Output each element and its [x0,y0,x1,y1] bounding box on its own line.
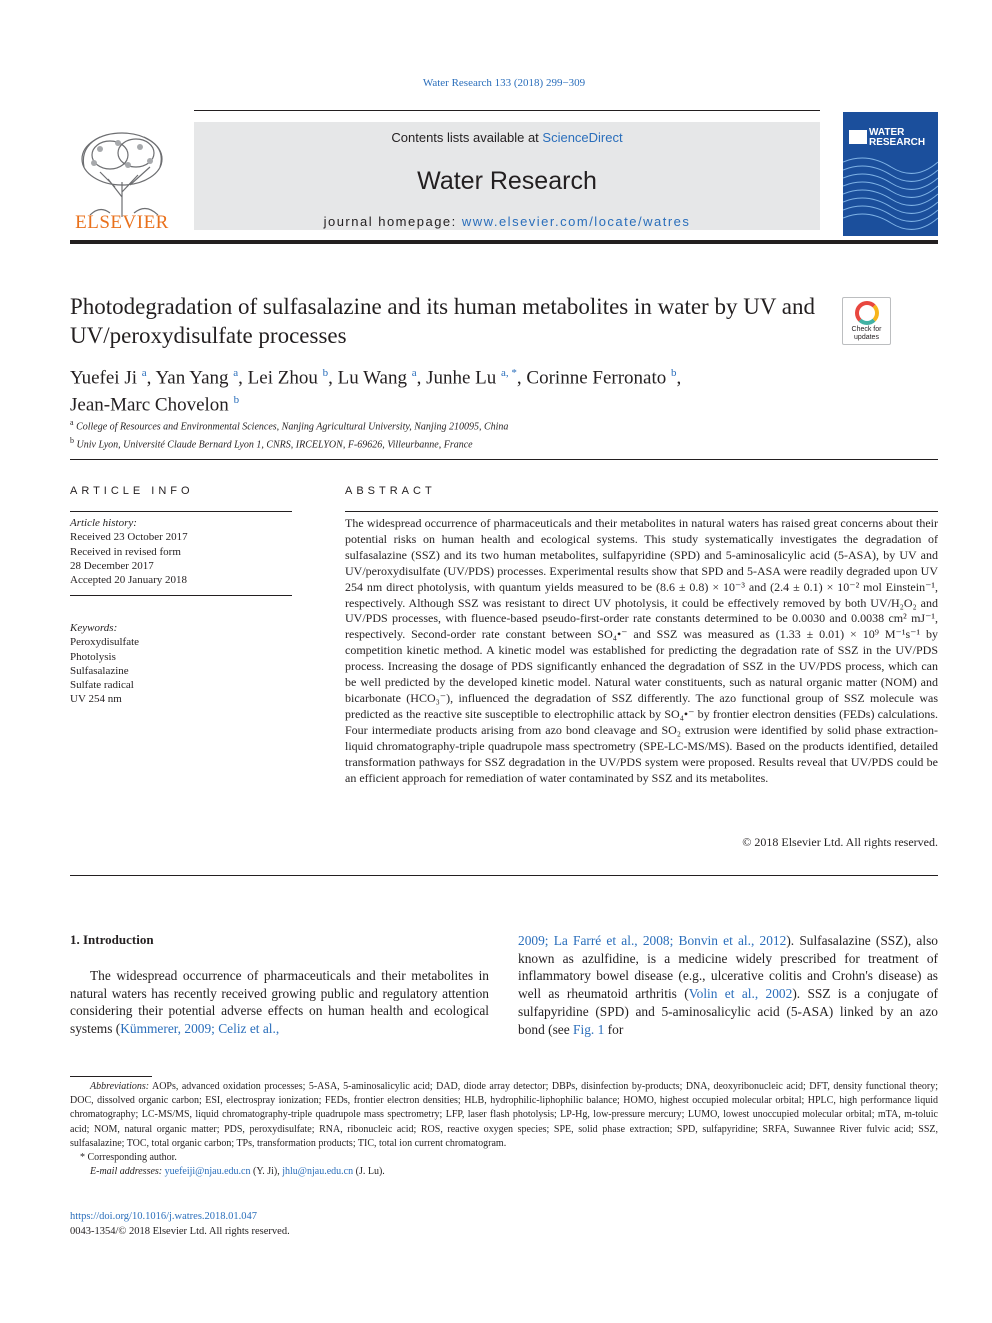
crossmark-line1: Check for [851,326,882,333]
cover-title-line2: RESEARCH [869,137,926,148]
abbreviations-label: Abbreviations: [90,1081,150,1092]
email-owner: (Y. Ji), [250,1166,283,1178]
keyword: Photolysis [70,650,116,663]
reference-link[interactable]: Volin et al., 2002 [688,986,793,1002]
author-affil-link[interactable]: b [671,367,677,379]
abbreviations-text: AOPs, advanced oxidation processes; 5-ASA, 5-aminosalicylic acid; DAD, diode array detector; DBPs, disinfection by-products; DNA, deoxyribonucleic acid; DFT, density functional theory; DOC, dissolved organic carbon; ESI, electrospray ionization; FEDs, frontier electron densities; HLB, hydrophilic-liphophilic balance; HOMO, highest occupied molecular orbital; HPLC, high performance liquid chromatography; LC-MS/MS, liquid chromatography-triple quadrupole mass spectrometry; LFP, laser flash photolysis; LP-Hg, low-pressure mercury; LUMO, lowest unoccupied molecular orbital; mTA, m-toluic acid; NOM, natural organic matter; PDS, peroxydisulfate; RNA, ribonucleic acid; ROS, reactive oxygen species; SPE, solid phase extraction; SPD, sulfapyridine; SRFA, Suwannee River fulvic acid; SSZ, sulfasalazine; TOC, total organic carbon; TPs, transformation products; TIC, total ion current chromatogram. [70,1081,938,1149]
intro-text: The widespread occurrence of pharmaceuticals and their metabolites in natural waters has recently received growing public and regulatory attention considering their potential adverse effects on human health and ecological systems ( [70,968,489,1037]
header-rule [70,240,938,244]
article-info-heading: ARTICLE INFO [70,485,194,497]
figure-link[interactable]: Fig. 1 [573,1021,605,1037]
footnote-rule [70,1076,152,1077]
journal-header-box [194,122,820,230]
crossmark-line2: updates [854,334,879,341]
affiliation [70,434,930,452]
email-label: E-mail addresses: [90,1166,163,1178]
reference-link[interactable]: Kümmerer, 2009; Celiz et al., [120,1021,280,1037]
affiliation-marker: a [70,418,74,427]
email-owner: (J. Lu). [353,1166,385,1178]
keyword: Sulfate radical [70,679,134,692]
affiliation-marker: b [70,436,74,446]
email-link[interactable]: yuefeiji@njau.edu.cn [164,1166,251,1178]
keyword: Peroxydisulfate [70,636,140,649]
crossmark-label [843,326,890,342]
journal-cover-image[interactable] [843,112,938,236]
intro-text: ). Sulfasalazine (SSZ), also known as azulfidine, is a medicine widely prescribed for treatment of inflammatory bowel disease (e.g., ulcerative colitis and Crohn's disease) as well as rheumatoid arthritis ( [518,933,938,1002]
article-title: Photodegradation of sulfasalazine and its human metabolites in water by UV and UV/peroxydisulfate processes [70,294,815,348]
intro-text: for [604,1021,624,1037]
author-affil-link[interactable]: b [322,367,329,379]
journal-homepage-line [194,214,820,229]
author-affil-link[interactable]: a [141,367,147,379]
intro-paragraph-right [518,932,938,1038]
contents-available-line [194,130,820,145]
abstract-heading: ABSTRACT [345,485,436,497]
divider [345,511,938,512]
affiliation [70,416,930,434]
journal-name: Water Research [417,167,597,195]
homepage-prefix: journal homepage: [323,214,462,229]
keywords-label: Keywords: [70,622,118,634]
author-affil-link[interactable]: a [233,367,239,379]
keyword: Sulfasalazine [70,664,129,677]
cover-title [869,128,925,148]
article-history [70,516,292,587]
author[interactable]: Jean-Marc Chovelon [70,394,229,416]
author-list: Yuefei Ji $^a$, Yan Yang $^a$, Lei Zhou $^b$, Lu Wang $^a$, Junhe Lu $^{a, *}$, Corinne Ferronato $^b$, Jean-Marc Chovelon $^b$ [70,367,682,416]
author-affil-link[interactable]: a [411,367,417,379]
keyword: UV 254 nm [70,693,122,706]
email-footnote [70,1165,938,1179]
abbreviations-footnote [70,1080,938,1151]
homepage-link[interactable]: www.elsevier.com/locate/watres [461,214,691,229]
email-link[interactable]: jhlu@njau.edu.cn [282,1166,354,1178]
contents-prefix: Contents lists available at [391,130,543,145]
divider [70,875,938,876]
author-affil-link[interactable]: a, * [501,367,517,379]
cover-title-line1: WATER [869,127,905,138]
author[interactable]: Lei Zhou [247,367,318,389]
journal-citation[interactable]: Water Research 133 (2018) 299−309 [422,77,586,89]
footnotes [70,1080,938,1179]
intro-paragraph-left [70,967,489,1038]
abstract-text: The widespread occurrence of pharmaceuticals and their metabolites in natural waters has raised great concerns about their potential risks on human health and ecological systems. This study systematically investigates the degradation of sulfasalazine (SSZ) and its two human metabolites, sulfapyridine (SPD) and 5-aminosalicylic acid (5-ASA), by UV and UV/peroxydisulfate (UV/PDS) processes. Experimental results show that SPD and 5-ASA were readily degraded upon UV 254 nm direct photolysis, with quantum yields measured to be (8.6 ± 0.8) × 10⁻³ and (2.4 ± 0.1) × 10⁻² mol Einstein⁻¹, respectively. Although SSZ was resistant to direct UV photolysis, it could be effectively removed by both UV/H₂O₂ and UV/PDS processes, with fluence-based pseudo-first-order rate constants determined to be 0.0030 and 0.0038 cm² mJ⁻¹, respectively. Second-order rate constant between SO₄•⁻ and SSZ was measured as (1.33 ± 0.01) × 10⁹ M⁻¹s⁻¹ by competition kinetic method. A kinetic model was established for predicting the degradation rate of SSZ in the UV/PDS process. Increasing the dosage of PDS significantly enhanced the degradation of SSZ in the UV/PDS process, which can be well predicted by the developed kinetic model. Natural water constituents, such as natural organic matter (NOM) and bicarbonate (HCO₃⁻), influenced the degradation of SSZ differently. The azo functional group of SSZ molecule was predicted as the reactive site susceptible to electrophilic attack by SO₄•⁻ by frontier electron densities (FEDs) calculations. Four intermediate products arising from azo bond cleavage and SO₂ extrusion were identified by solid phase extraction-liquid chromatography-triple quadrupole mass spectrometry (SPE-LC-MS/MS). Based on the products identified, detailed transformation pathways for SSZ degradation in the UV/PDS system were proposed. Results reveal that UV/PDS could be an efficient approach for remediation of water contaminated by SSZ and its metabolites. [345,516,938,785]
section-heading-introduction: 1. Introduction [70,932,154,947]
abstract-copyright: © 2018 Elsevier Ltd. All rights reserved. [742,835,938,849]
affiliations [70,416,930,453]
history-item: 28 December 2017 [70,559,154,572]
elsevier-wordmark: ELSEVIER [75,212,169,233]
reference-link[interactable]: 2009; La Farré et al., 2008; Bonvin et al., 2012 [518,933,787,948]
affiliation-text: College of Resources and Environmental Sciences, Nanjing Agricultural University, Nanjing 210095, China [76,421,509,433]
history-item: Received in revised form [70,545,181,558]
divider [70,511,292,512]
sciencedirect-link[interactable]: ScienceDirect [542,130,623,145]
history-item: Accepted 20 January 2018 [70,574,187,587]
divider [70,595,292,596]
affiliation-text: Univ Lyon, Université Claude Bernard Lyon 1, CNRS, IRCELYON, F-69626, Villeurbanne, France [76,439,473,451]
author[interactable]: Lu Wang [337,367,407,389]
author[interactable]: Yan Yang [155,367,229,389]
history-item: Received 23 October 2017 [70,531,188,544]
article-history-label: Article history: [70,517,137,529]
author[interactable]: Yuefei Ji [70,367,138,389]
corresponding-author-note: * Corresponding author. [80,1152,177,1164]
check-for-updates-button[interactable] [842,297,891,345]
author[interactable]: Junhe Lu [426,367,497,389]
author[interactable]: Corinne Ferronato [526,367,667,389]
crossmark-icon [855,301,879,325]
author-affil-link[interactable]: b [233,394,240,407]
doi-link[interactable]: https://doi.org/10.1016/j.watres.2018.01.047 [70,1211,258,1222]
issn-copyright: 0043-1354/© 2018 Elsevier Ltd. All rights reserved. [70,1226,290,1237]
intro-text: ). SSZ is a conjugate of sulfapyridine (SPD) and 5-aminosalicylic acid (5-ASA) linked by an azo bond (see [518,986,939,1037]
journal-header [70,110,938,240]
cover-badge-icon [849,130,867,144]
divider [70,459,938,460]
keywords [70,621,292,707]
